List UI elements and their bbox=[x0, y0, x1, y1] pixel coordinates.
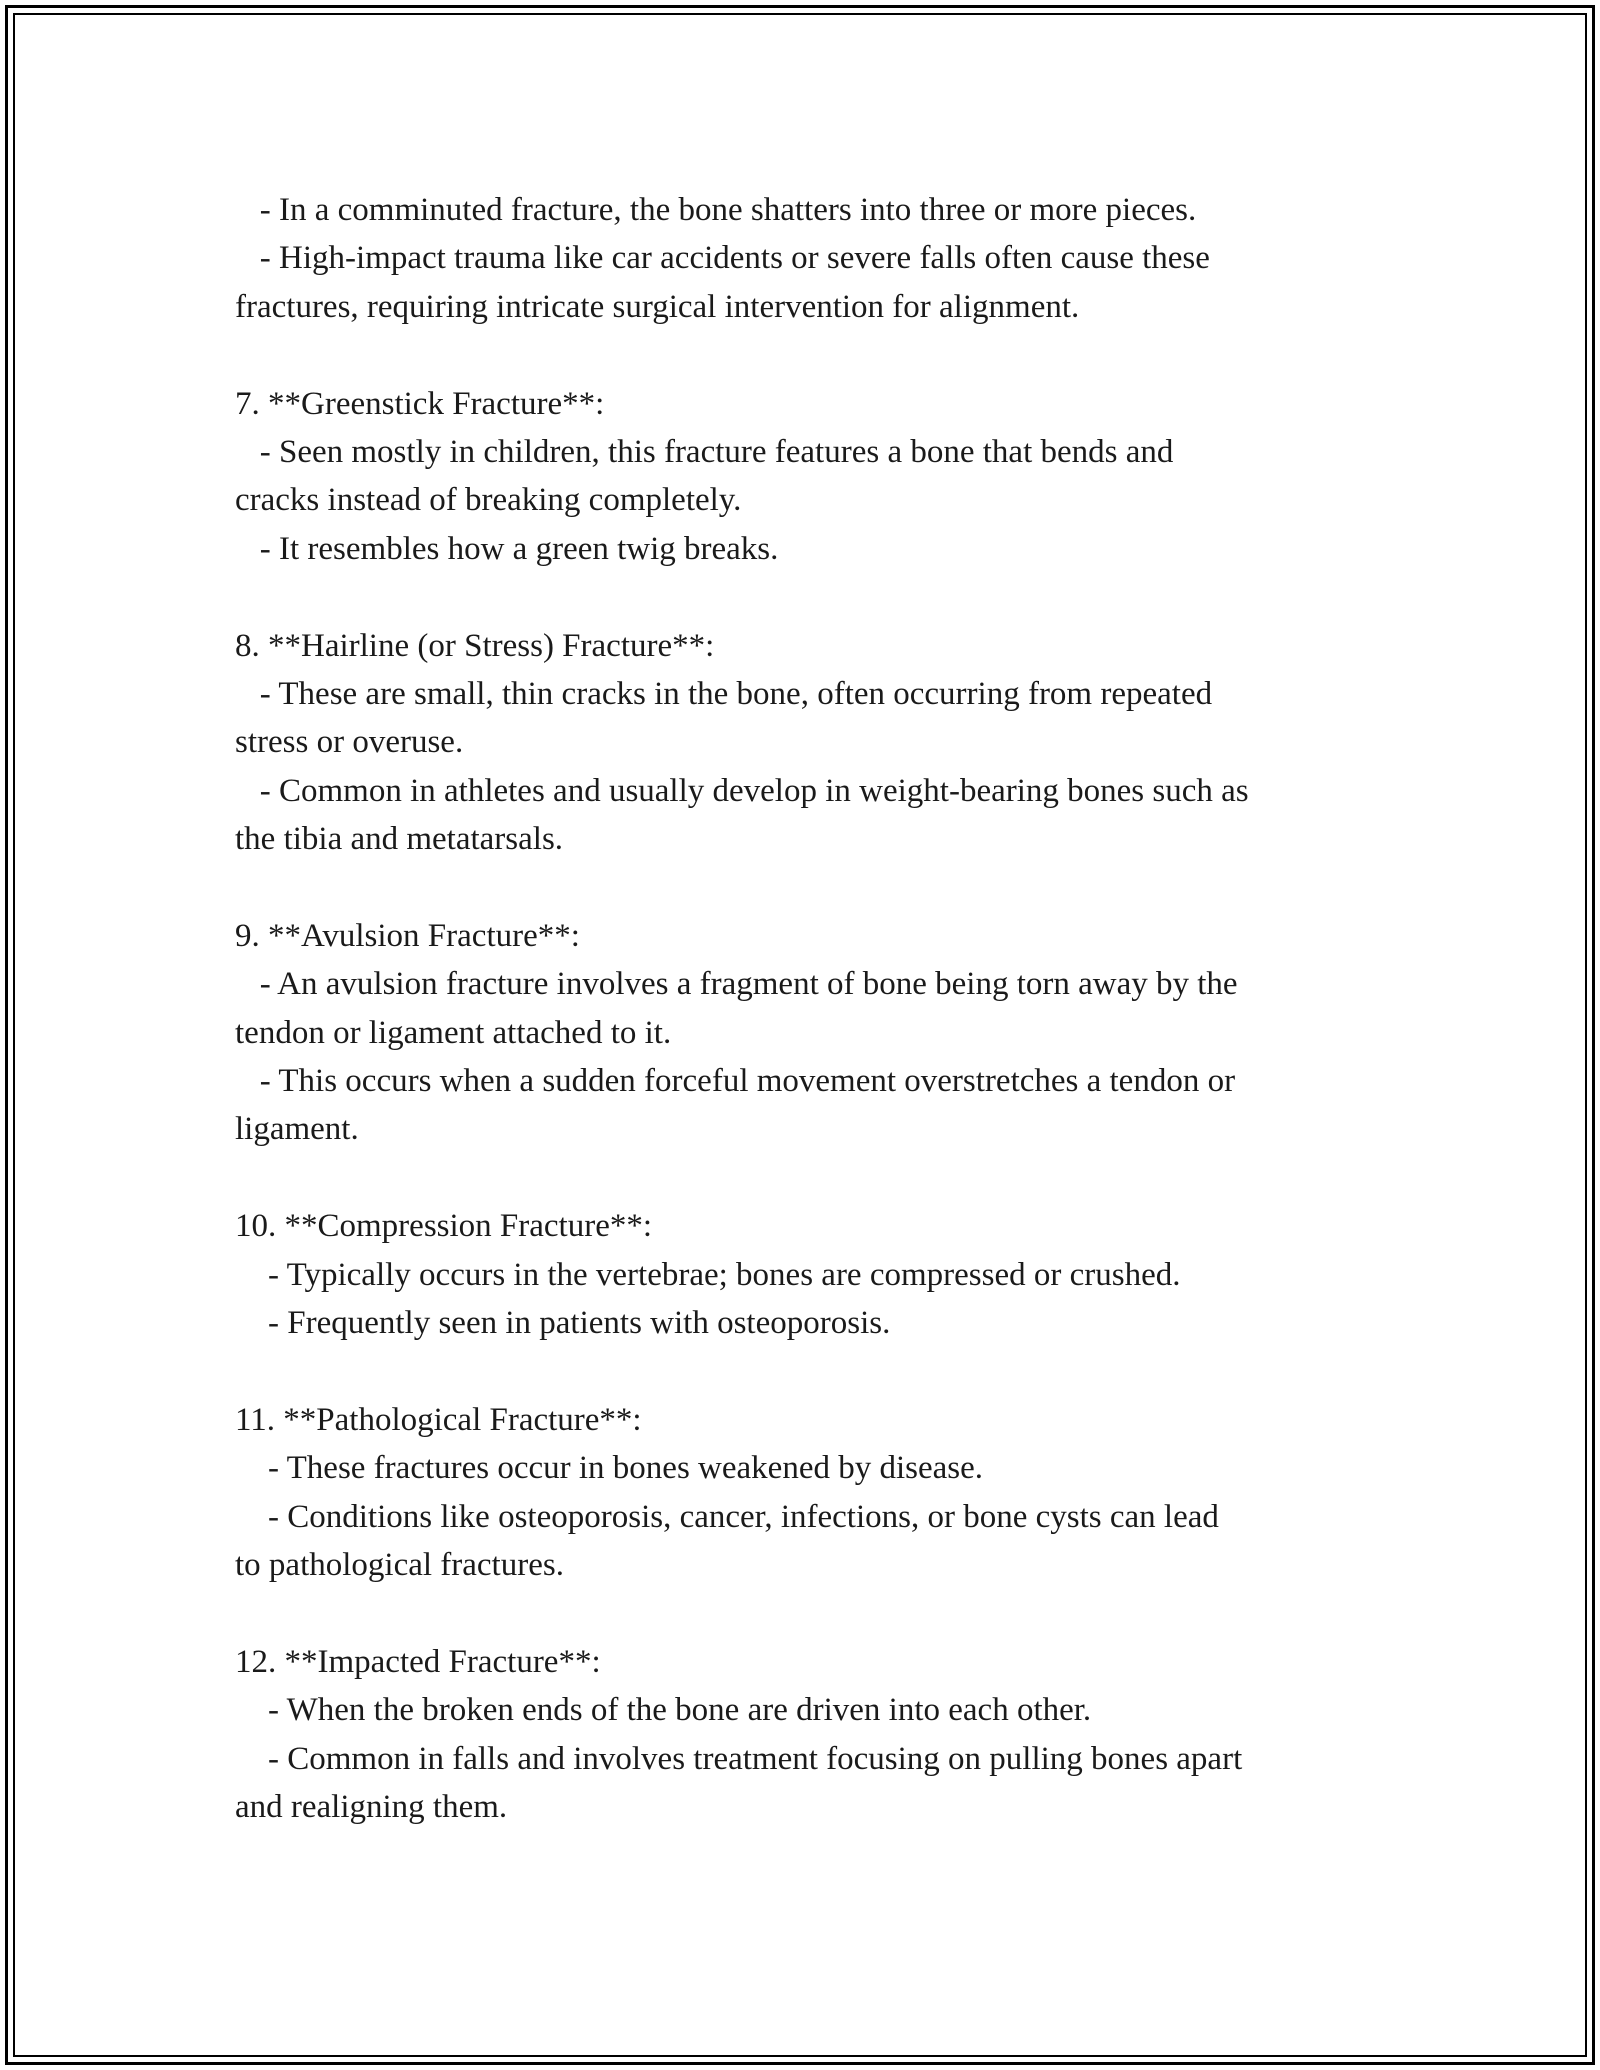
section-heading: 9. **Avulsion Fracture**: bbox=[235, 917, 580, 954]
text-line: stress or overuse. bbox=[235, 724, 464, 761]
text-line: - These are small, thin cracks in the bone, often occurring from repeated bbox=[235, 675, 1213, 712]
section-heading: 10. **Compression Fracture**: bbox=[235, 1208, 653, 1245]
text-line: - Common in athletes and usually develop in weight-bearing bones such as bbox=[235, 772, 1249, 809]
text-line: tendon or ligament attached to it. bbox=[235, 1014, 672, 1051]
text-line: - Typically occurs in the vertebrae; bones are compressed or crushed. bbox=[235, 1256, 1181, 1293]
document-body bbox=[235, 186, 1380, 1831]
text-line: fractures, requiring intricate surgical intervention for alignment. bbox=[235, 288, 1080, 325]
text-line: the tibia and metatarsals. bbox=[235, 821, 564, 858]
text-line: cracks instead of breaking completely. bbox=[235, 482, 742, 519]
blank-line bbox=[235, 1589, 1380, 1637]
text-line: - Seen mostly in children, this fracture features a bone that bends and bbox=[235, 433, 1174, 470]
blank-line bbox=[235, 331, 1380, 379]
text-line: - These fractures occur in bones weakened by disease. bbox=[235, 1450, 984, 1487]
section-heading: 8. **Hairline (or Stress) Fracture**: bbox=[235, 627, 715, 664]
section-heading: 11. **Pathological Fracture**: bbox=[235, 1401, 642, 1438]
text-line: - Conditions like osteoporosis, cancer, infections, or bone cysts can lead bbox=[235, 1498, 1219, 1535]
text-line: ligament. bbox=[235, 1111, 359, 1148]
section-heading: 12. **Impacted Fracture**: bbox=[235, 1643, 601, 1680]
text-line: to pathological fractures. bbox=[235, 1546, 564, 1583]
blank-line bbox=[235, 573, 1380, 621]
blank-line bbox=[235, 863, 1380, 911]
section-heading: 7. **Greenstick Fracture**: bbox=[235, 385, 605, 422]
blank-line bbox=[235, 1154, 1380, 1202]
text-line: - It resembles how a green twig breaks. bbox=[235, 530, 779, 567]
text-line: - Common in falls and involves treatment focusing on pulling bones apart bbox=[235, 1740, 1243, 1777]
text-line: - An avulsion fracture involves a fragment of bone being torn away by the bbox=[235, 966, 1238, 1003]
text-line: and realigning them. bbox=[235, 1788, 508, 1825]
text-line: - In a comminuted fracture, the bone shatters into three or more pieces. bbox=[235, 192, 1197, 228]
blank-line bbox=[235, 1347, 1380, 1395]
text-line: - When the broken ends of the bone are driven into each other. bbox=[235, 1692, 1092, 1729]
text-line: - Frequently seen in patients with osteoporosis. bbox=[235, 1304, 891, 1341]
text-line: - This occurs when a sudden forceful movement overstretches a tendon or bbox=[235, 1063, 1236, 1100]
text-line: - High-impact trauma like car accidents or severe falls often cause these bbox=[235, 240, 1210, 277]
